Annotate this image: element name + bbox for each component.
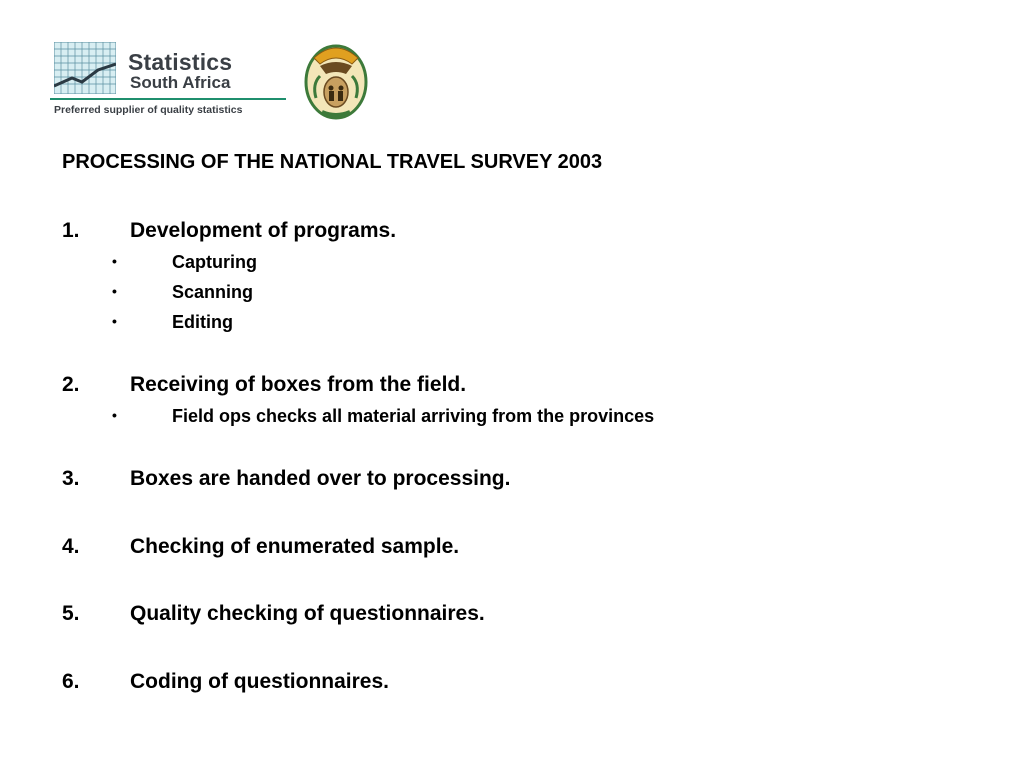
bullet-icon: •: [112, 407, 117, 423]
logo-name-line1: Statistics: [128, 49, 233, 75]
bullet-icon: •: [112, 313, 117, 329]
slide-title: PROCESSING OF THE NATIONAL TRAVEL SURVEY 2003: [62, 151, 603, 173]
item-number: 5.: [62, 602, 80, 625]
item-number: 3.: [62, 467, 80, 490]
logo-name-line2: South Africa: [130, 73, 231, 92]
item-number: 6.: [62, 670, 80, 693]
item-number: 1.: [62, 219, 80, 242]
statssa-logo: [50, 40, 290, 122]
sub-item: [112, 312, 233, 333]
item-text: Checking of enumerated sample.: [130, 535, 460, 558]
sub-item: [112, 252, 257, 273]
list-item-6: [62, 670, 389, 694]
coat-of-arms-icon: [300, 38, 372, 122]
sub-item-text: Capturing: [172, 252, 257, 272]
item-number: 4.: [62, 535, 80, 558]
list-item-3: [62, 467, 510, 491]
bullet-icon: •: [112, 253, 117, 269]
sub-item-text: Editing: [172, 312, 233, 332]
item-text: Boxes are handed over to processing.: [130, 467, 511, 490]
sub-item: [112, 282, 253, 303]
sub-item: [112, 406, 654, 427]
item-text: Quality checking of questionnaires.: [130, 602, 485, 625]
bar-grid-chart-icon: [54, 42, 116, 94]
sub-item-text: Scanning: [172, 282, 254, 302]
list-item-2: [62, 373, 466, 397]
logo-tagline: Preferred supplier of quality statistics: [54, 104, 243, 116]
item-text: Receiving of boxes from the field.: [130, 373, 467, 396]
list-item-5: [62, 602, 485, 626]
logo-divider: [50, 98, 286, 100]
item-text: Coding of questionnaires.: [130, 670, 390, 693]
item-text: Development of programs.: [130, 219, 397, 242]
list-item-4: [62, 535, 459, 559]
sub-item-text: Field ops checks all material arriving from the provinces: [172, 406, 655, 426]
item-number: 2.: [62, 373, 80, 396]
list-item-1: [62, 219, 396, 243]
bullet-icon: •: [112, 283, 117, 299]
